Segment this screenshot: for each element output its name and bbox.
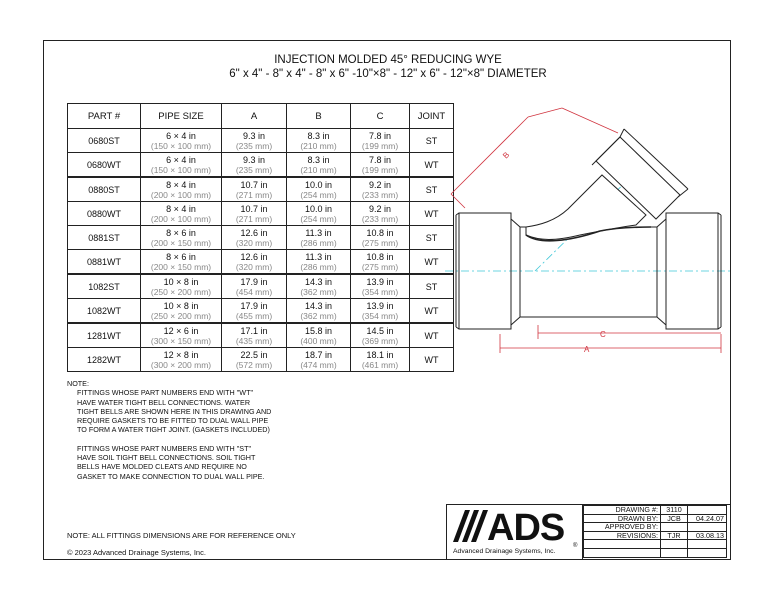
part-number-cell (68, 323, 141, 348)
reference-note: NOTE: ALL FITTINGS DIMENSIONS ARE FOR REFERENCE ONLY (67, 531, 296, 540)
title-block-blank (661, 540, 688, 549)
dim-c-cell (351, 299, 410, 324)
drawing-title (0, 53, 776, 81)
dim-c-cell-value: 9.2 in (368, 179, 392, 190)
dim-c-cell-metric: (233 mm) (361, 189, 399, 200)
notes-heading: NOTE: (67, 379, 89, 388)
table-row (68, 153, 454, 178)
part-number-cell-value: 0881ST (88, 232, 120, 243)
dim-a-cell (222, 274, 287, 299)
header-joint: JOINT (410, 104, 454, 129)
part-number-cell (68, 153, 141, 178)
revisions-label: REVISIONS: (584, 531, 661, 540)
dim-b-cell-value: 8.3 in (307, 130, 330, 141)
joint-cell-value: ST (425, 232, 438, 243)
logo-tagline: Advanced Drainage Systems, Inc. (453, 548, 556, 555)
dimension-label-a: A (584, 345, 590, 354)
dim-b-cell (287, 299, 351, 324)
dim-b-cell (287, 153, 351, 178)
dim-c-cell-metric: (275 mm) (361, 237, 399, 248)
dim-c-cell (351, 153, 410, 178)
dim-c-cell-metric: (275 mm) (361, 261, 399, 272)
part-number-cell (68, 129, 141, 153)
dim-b-cell-metric: (474 mm) (300, 359, 337, 370)
dim-b-cell-value: 18.7 in (304, 349, 333, 360)
part-number-cell-value: 1082ST (88, 281, 120, 292)
pipe-size-cell-metric: (200 × 100 mm) (150, 189, 212, 200)
title-block-grid (583, 505, 727, 558)
table-row (68, 202, 454, 226)
pipe-size-cell-metric: (300 × 150 mm) (150, 335, 212, 346)
dim-a-cell (222, 299, 287, 324)
dim-a-cell-metric: (435 mm) (235, 335, 273, 346)
dim-a-cell-value: 12.6 in (240, 227, 268, 238)
dim-c-cell-value: 14.5 in (366, 325, 394, 336)
dim-a-cell-value: 9.3 in (242, 130, 266, 141)
note-wt (77, 388, 307, 434)
approved-by (661, 523, 688, 532)
note-st-line: HAVE SOIL TIGHT BELL CONNECTIONS. SOIL TIGHT (77, 453, 256, 463)
approved-date (688, 523, 727, 532)
title-line-2: 6" x 4" - 8" x 4" - 8" x 6" -10"×8" - 12" x 6" - 12"×8" DIAMETER (229, 68, 547, 80)
dim-b-cell (287, 202, 351, 226)
title-block-row (584, 531, 727, 540)
dim-c-cell-value: 10.8 in (366, 227, 394, 238)
dim-b-cell (287, 177, 351, 202)
dim-a-cell-value: 12.6 in (240, 251, 268, 262)
pipe-size-cell-value: 8 × 4 in (166, 179, 196, 190)
note-st-line: BELLS HAVE MOLDED CLEATS AND REQUIRE NO (77, 462, 247, 472)
pipe-size-cell-value: 8 × 6 in (166, 227, 196, 238)
joint-cell-value: WT (424, 305, 439, 316)
table-row (68, 274, 454, 299)
title-block-row (584, 514, 727, 523)
copyright: © 2023 Advanced Drainage Systems, Inc. (67, 548, 206, 557)
dim-c-cell (351, 348, 410, 372)
dim-c-cell (351, 274, 410, 299)
dim-c-cell-metric: (199 mm) (361, 140, 399, 151)
pipe-size-cell-metric: (250 × 200 mm) (150, 310, 212, 321)
dim-a-cell (222, 348, 287, 372)
dim-c-cell-metric: (233 mm) (361, 213, 399, 224)
pipe-size-cell-value: 12 × 8 in (163, 349, 199, 360)
part-number-cell (68, 250, 141, 275)
pipe-size-cell (141, 129, 222, 153)
title-block-row (584, 506, 727, 515)
dim-b-cell-value: 10.0 in (304, 203, 333, 214)
part-number-cell-value: 0880ST (88, 184, 120, 195)
dimension-label-c: C (600, 330, 606, 339)
approved-by-label: APPROVED BY: (584, 523, 661, 532)
dim-b-cell (287, 250, 351, 275)
note-wt-line: TO FORM A WATER TIGHT JOINT. (GASKETS INCLUDED) (77, 425, 270, 435)
dim-c-cell-value: 7.8 in (368, 130, 392, 141)
dim-c-cell (351, 250, 410, 275)
title-block-row (584, 540, 727, 549)
dim-c-cell-metric: (199 mm) (361, 164, 399, 175)
title-block-blank (584, 540, 661, 549)
dimensions-table (67, 103, 454, 372)
joint-cell-value: ST (425, 184, 438, 195)
table-header-row (68, 104, 454, 129)
dim-b-cell-value: 14.3 in (304, 276, 333, 287)
dim-a-cell (222, 323, 287, 348)
pipe-size-cell-value: 10 × 8 in (163, 276, 199, 287)
dim-c-cell (351, 177, 410, 202)
dim-c-cell (351, 202, 410, 226)
dim-b-cell-value: 11.3 in (305, 227, 332, 238)
note-wt-line: FITTINGS WHOSE PART NUMBERS END WITH "WT" (77, 388, 254, 398)
part-number-cell-value: 0880WT (86, 208, 121, 219)
ads-logo (447, 505, 583, 560)
pipe-size-cell-value: 12 × 6 in (163, 325, 199, 336)
note-st-line: FITTINGS WHOSE PART NUMBERS END WITH "ST" (77, 443, 252, 453)
dim-a-cell (222, 226, 287, 250)
title-block-blank (661, 548, 688, 557)
dim-a-cell-value: 17.1 in (240, 325, 268, 336)
joint-cell-value: WT (424, 330, 439, 341)
dim-a-cell-metric: (235 mm) (235, 140, 273, 151)
dim-b-cell-value: 11.3 in (305, 251, 332, 262)
pipe-size-cell-value: 8 × 6 in (166, 251, 196, 262)
header-c: C (351, 104, 410, 129)
pipe-size-cell (141, 177, 222, 202)
dim-a-cell (222, 250, 287, 275)
part-number-cell (68, 299, 141, 324)
dim-b-cell-value: 15.8 in (304, 325, 333, 336)
dim-c-cell (351, 323, 410, 348)
logo-wordmark: ADS (487, 507, 565, 549)
dim-b-cell-value: 14.3 in (304, 300, 333, 311)
part-number-cell (68, 202, 141, 226)
dim-b-cell-metric: (254 mm) (300, 213, 337, 224)
pipe-size-cell (141, 274, 222, 299)
note-wt-line: REQUIRE GASKETS TO BE FITTED TO DUAL WALL PIPE (77, 416, 269, 426)
dim-b-cell-metric: (254 mm) (300, 189, 337, 200)
dim-a-cell (222, 177, 287, 202)
pipe-size-cell-value: 10 × 8 in (163, 300, 199, 311)
joint-cell-value: ST (425, 281, 438, 292)
dim-b-cell-metric: (362 mm) (300, 286, 337, 297)
dim-b-cell (287, 323, 351, 348)
table-row (68, 348, 454, 372)
dim-b-cell (287, 129, 351, 153)
branch-pipe (526, 129, 688, 241)
joint-cell-value: WT (424, 208, 439, 219)
pipe-size-cell-value: 6 × 4 in (166, 154, 196, 165)
dim-a-cell-metric: (454 mm) (235, 286, 273, 297)
part-number-cell (68, 348, 141, 372)
dim-c-cell-value: 10.8 in (366, 251, 394, 262)
dim-a-cell-value: 17.9 in (240, 276, 268, 287)
note-st (77, 444, 307, 481)
part-number-cell (68, 274, 141, 299)
dim-c-cell-metric: (354 mm) (361, 310, 399, 321)
table-row (68, 226, 454, 250)
dim-a-cell-metric: (572 mm) (235, 359, 273, 370)
dim-a-cell-value: 22.5 in (240, 349, 268, 360)
pipe-size-cell-metric: (300 × 200 mm) (150, 359, 212, 370)
pipe-size-cell (141, 323, 222, 348)
dim-b-cell-metric: (286 mm) (300, 261, 337, 272)
wye-fitting-drawing (440, 95, 735, 365)
joint-cell-value: WT (424, 159, 439, 170)
note-wt-line: TIGHT BELLS ARE SHOWN HERE IN THIS DRAWING AND (77, 406, 272, 416)
revision-date: 03.08.13 (688, 531, 727, 540)
dim-c-cell-value: 9.2 in (368, 203, 392, 214)
part-number-cell (68, 177, 141, 202)
title-block-row (584, 548, 727, 557)
pipe-size-cell (141, 153, 222, 178)
header-part: PART # (68, 104, 141, 129)
part-number-cell-value: 1082WT (86, 305, 121, 316)
pipe-size-cell-metric: (150 × 100 mm) (150, 164, 212, 175)
dim-a-cell-metric: (320 mm) (235, 261, 273, 272)
drawn-date: 04.24.07 (688, 514, 727, 523)
drawing-number-blank (688, 506, 727, 515)
pipe-size-cell-metric: (150 × 100 mm) (150, 140, 212, 151)
title-line-1: INJECTION MOLDED 45° REDUCING WYE (274, 54, 502, 66)
table-row (68, 129, 454, 153)
title-block-blank (688, 548, 727, 557)
joint-cell-value: ST (425, 135, 438, 146)
table-row (68, 299, 454, 324)
drawing-number: 3110 (661, 506, 688, 515)
table-row (68, 250, 454, 275)
dim-b-cell-metric: (210 mm) (300, 164, 337, 175)
note-wt-line: HAVE WATER TIGHT BELL CONNECTIONS. WATER (77, 397, 251, 407)
dim-c-cell-metric: (354 mm) (361, 286, 399, 297)
part-number-cell-value: 0680ST (88, 135, 120, 146)
dim-b-cell (287, 274, 351, 299)
dim-a-cell-value: 10.7 in (240, 179, 268, 190)
drawn-by-label: DRAWN BY: (584, 514, 661, 523)
dim-c-cell-value: 13.9 in (366, 276, 394, 287)
dim-a-cell-metric: (320 mm) (235, 237, 273, 248)
part-number-cell-value: 1281WT (86, 330, 121, 341)
notes-block (67, 379, 307, 481)
joint-cell-value: WT (424, 354, 439, 365)
revision-by: TJR (661, 531, 688, 540)
title-block-blank (584, 548, 661, 557)
dim-c-cell-metric: (369 mm) (361, 335, 399, 346)
part-number-cell (68, 226, 141, 250)
part-number-cell-value: 0680WT (86, 159, 121, 170)
dim-a-cell (222, 202, 287, 226)
pipe-size-cell-value: 8 × 4 in (166, 203, 196, 214)
logo-registered-mark: ® (573, 543, 578, 549)
pipe-size-cell-metric: (200 × 150 mm) (150, 237, 212, 248)
pipe-size-cell-value: 6 × 4 in (166, 130, 196, 141)
pipe-size-cell (141, 299, 222, 324)
title-block-blank (688, 540, 727, 549)
part-number-cell-value: 1282WT (86, 354, 121, 365)
table-row (68, 177, 454, 202)
dim-b-cell-metric: (362 mm) (300, 310, 337, 321)
dim-a-cell-metric: (271 mm) (235, 189, 273, 200)
dim-a-cell-value: 9.3 in (242, 154, 266, 165)
dim-a-cell-metric: (235 mm) (235, 164, 273, 175)
pipe-size-cell-metric: (200 × 150 mm) (150, 261, 212, 272)
header-a: A (222, 104, 287, 129)
table-body (68, 129, 454, 372)
dim-b-cell-value: 10.0 in (304, 179, 333, 190)
dim-c-cell-value: 13.9 in (366, 300, 394, 311)
pipe-size-cell-metric: (250 × 200 mm) (150, 286, 212, 297)
dim-b-cell-metric: (210 mm) (300, 140, 337, 151)
part-number-cell-value: 0881WT (86, 256, 121, 267)
dim-a-cell-value: 10.7 in (240, 203, 268, 214)
dim-b-cell-value: 8.3 in (307, 154, 330, 165)
note-st-line: GASKET TO MAKE CONNECTION TO DUAL WALL PIPE. (77, 471, 265, 481)
pipe-size-cell (141, 226, 222, 250)
header-b: B (287, 104, 351, 129)
pipe-size-cell-metric: (200 × 100 mm) (150, 213, 212, 224)
dim-b-cell (287, 226, 351, 250)
dim-c-cell-value: 7.8 in (368, 154, 392, 165)
dim-a-cell (222, 129, 287, 153)
dim-a-cell (222, 153, 287, 178)
dim-b-cell (287, 348, 351, 372)
pipe-size-cell (141, 348, 222, 372)
pipe-size-cell (141, 250, 222, 275)
dim-a-cell-metric: (455 mm) (235, 310, 273, 321)
dim-c-cell-metric: (461 mm) (361, 359, 399, 370)
dim-b-cell-metric: (286 mm) (300, 237, 337, 248)
dim-b-cell-metric: (400 mm) (300, 335, 337, 346)
dim-a-cell-metric: (271 mm) (235, 213, 273, 224)
header-pipe-size: PIPE SIZE (141, 104, 222, 129)
dimension-label-b: B (501, 150, 512, 161)
pipe-size-cell (141, 202, 222, 226)
joint-cell-value: WT (424, 256, 439, 267)
dim-c-cell-value: 18.1 in (366, 349, 394, 360)
table-row (68, 323, 454, 348)
drawn-by: JCB (661, 514, 688, 523)
dim-c-cell (351, 129, 410, 153)
dim-c-cell (351, 226, 410, 250)
dim-a-cell-value: 17.9 in (240, 300, 268, 311)
title-block-row (584, 523, 727, 532)
drawing-number-label: DRAWING #: (584, 506, 661, 515)
